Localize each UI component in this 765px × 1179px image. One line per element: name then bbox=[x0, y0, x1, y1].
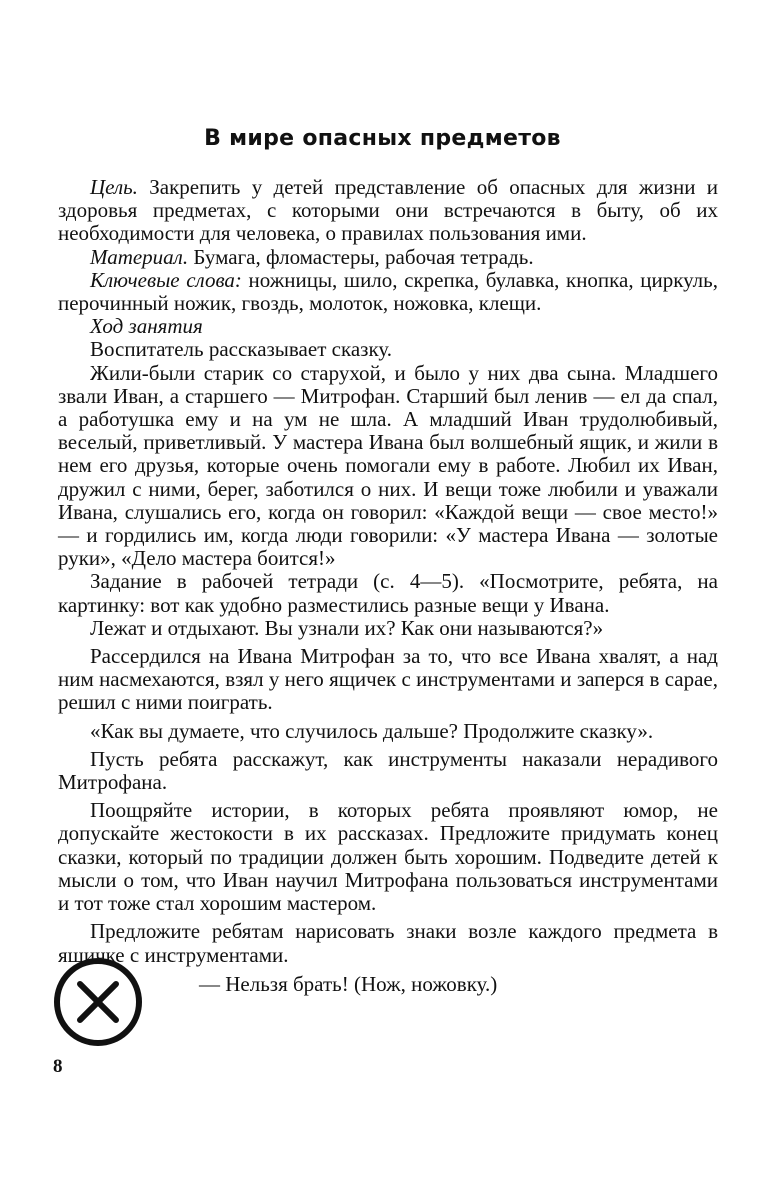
paragraph: Пусть ребята расскажут, как инструменты наказали нерадивого Митрофана. bbox=[58, 746, 718, 795]
course-heading: Ход занятия bbox=[90, 314, 203, 339]
paragraph: Рассердился на Ивана Митрофан за то, что все Ивана хвалят, а над ним насмехаются, взял у него ящичек с инструментами и заперся в сарае, решил с ними поиграть. bbox=[58, 644, 718, 715]
page-title: В мире опасных предметов bbox=[204, 126, 561, 151]
goal-label: Цель. bbox=[90, 175, 138, 199]
paragraph: Воспитатель рассказывает сказку. bbox=[90, 337, 392, 362]
paragraph: «Как вы думаете, что случилось дальше? Продолжите сказку». bbox=[90, 718, 654, 743]
keywords-text: ножницы, шило, скрепка, булавка, кнопка, циркуль, перочинный ножик, гвоздь, молоток, ножовка, клещи. bbox=[58, 267, 718, 316]
paragraph: Лежат и отдыхают. Вы узнали их? Как они называются?» bbox=[90, 615, 604, 640]
material-paragraph bbox=[58, 246, 718, 269]
material-text: Бумага, фломастеры, рабочая тетрадь. bbox=[188, 244, 534, 269]
paragraph: Жили-были старик со старухой, и было у них два сына. Младшего звали Иван, а старшего — Митрофан. Старший был ленив — ел да спал, а работушка ему и на ум не шла. А младший Иван трудолюбивый, веселый, приветливый. У мастера Ивана был волшебный ящик, и жили в нем его друзья, которые очень помогали ему в работе. Любил их Иван, дружил с ними, берег, заботился о них. И вещи тоже любили и уважали Ивана, слушались его, когда он говорил: «Каждой вещи — свое место!» — и гордились им, когда люди говорили: «У мастера Ивана — золотые руки», «Дело мастера боится!» bbox=[58, 360, 718, 571]
sign-caption: — Нельзя брать! (Нож, ножовку.) bbox=[199, 972, 498, 996]
document-body bbox=[58, 176, 718, 967]
page-number: 8 bbox=[53, 1056, 63, 1077]
paragraph: Поощряйте истории, в которых ребята проявляют юмор, не допускайте жестокости в их рассказах. Предложите придумать конец сказки, который по традиции должен быть хорошим. Подведите детей к мысли о том, что Иван научил Митрофана пользоваться инструментами и тот тоже стал хорошим мастером. bbox=[58, 798, 718, 916]
paragraph: Предложите ребятам нарисовать знаки возле каждого предмета в ящичке с инструментами. bbox=[58, 919, 718, 967]
goal-paragraph bbox=[58, 176, 718, 246]
goal-text: Закрепить у детей представление об опасных для жизни и здоровья предметах, с которыми они встречаются в быту, об их необходимости для человека, о правилах пользования ими. bbox=[58, 175, 718, 246]
paragraph: Задание в рабочей тетради (с. 4—5). «Посмотрите, ребята, на картинку: вот как удобно разместились разные вещи у Ивана. bbox=[58, 569, 718, 617]
keywords-paragraph bbox=[58, 269, 718, 315]
keywords-label: Ключевые слова: bbox=[90, 267, 242, 292]
material-label: Материал. bbox=[90, 244, 189, 269]
no-touch-circle-x-icon bbox=[52, 956, 144, 1048]
